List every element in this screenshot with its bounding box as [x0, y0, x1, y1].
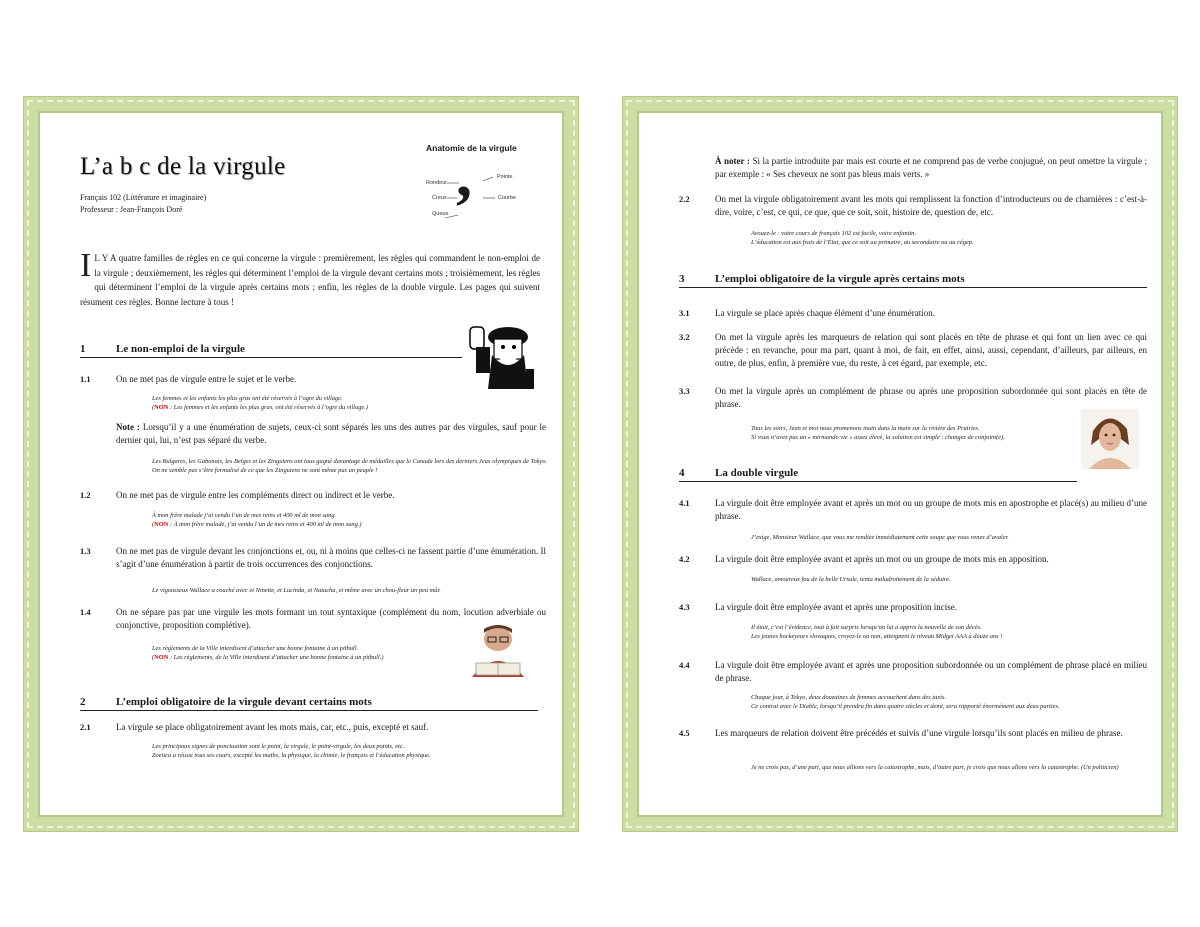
anatomy-label-queue: Queue: [432, 211, 449, 217]
non-badge: NON: [154, 521, 169, 528]
rule-4-3: [679, 601, 1147, 614]
note-1-1: [116, 421, 546, 447]
note-2-1: [715, 155, 1147, 181]
example-line: À mon frère malade j’ai vendu l’un de mes reins et 400 ml de mon sang.: [152, 512, 337, 519]
example-line: Si vous n’avez pas un « mirmando vie » assez élevé, la solution est simple : changez de conjoint(e).: [751, 434, 1005, 441]
page-right-content: [669, 111, 1147, 817]
rule-2-2: [679, 193, 1147, 219]
example-1-4: [152, 644, 448, 662]
rule-3-1: [679, 307, 1147, 320]
rule-number: 2.1: [80, 722, 91, 732]
example-line: Ce contrat avec le Diable, lorsqu’il prendra fin dans quatre siècles et demi, sera rapporté énormément aux deux parties.: [751, 703, 1060, 710]
section-number: 1: [80, 343, 86, 355]
reading-man-photo: [458, 623, 540, 679]
rule-text: La virgule se place obligatoirement avant les mots mais, car, etc., puis, excepté et sauf.: [116, 722, 429, 732]
example-4-1: J’exige, Monsieur Wallace, que vous me rendiez immédiatement cette soupe que vous venez d’avaler.: [751, 534, 1009, 541]
rule-number: 1.4: [80, 607, 91, 617]
example-1-1: [152, 394, 512, 412]
rule-text: On ne met pas de virgule devant les conjonctions et, ou, ni à moins que celles-ci ne fassent partie d’une énumération. Il s’agit d’une énumération à partir de trois occurrences des conjonctions.: [116, 546, 546, 569]
example-line: Il était, c’est l’évidence, tout à fait surpris lorsqu’on lui a appris la nouvelle de son décès.: [751, 624, 982, 631]
document-title: L’a b c de la virgule: [80, 153, 286, 180]
rule-number: 1.2: [80, 490, 91, 500]
example-line-wrong: (NON : Les femmes et les enfants les plus gras, ont été réservés à l’ogre du village.): [152, 404, 368, 411]
note-label: À noter :: [715, 156, 750, 166]
anatomy-label-creux: Creux: [432, 195, 447, 201]
example-line-wrong: (NON : Les règlements, de la Ville interdisent d’attacher une bonne fontaine à un pitbull.): [152, 654, 384, 661]
rule-1-1: [80, 373, 516, 386]
page-left-content: [70, 111, 548, 817]
intro-paragraph: [80, 247, 540, 309]
rule-number: 4.1: [679, 498, 690, 508]
section-number: 3: [679, 273, 685, 285]
example-wrong-text: : À mon frère malade, j’ai vendu l’un de mes reins et 400 ml de mon sang.): [168, 521, 362, 528]
course-line: Français 102 (Littérature et imaginaire): [80, 193, 207, 202]
section-number: 4: [679, 467, 685, 479]
rule-number: 3.3: [679, 386, 690, 396]
rule-text: Les marqueurs de relation doivent être précédés et suivis d’une virgule lorsqu’ils sont placés en milieu de phrase.: [715, 728, 1123, 738]
example-2-2: [751, 229, 1147, 247]
example-wrong-text: : Les règlements, de la Ville interdisent d’attacher une bonne fontaine à un pitbull.): [168, 654, 384, 661]
anatomy-label-pointe: Pointe: [497, 174, 513, 180]
example-3-3: [751, 424, 1071, 442]
rule-text: La virgule doit être employée avant et après une proposition incise.: [715, 602, 958, 612]
section-title: Le non-emploi de la virgule: [116, 343, 245, 355]
example-line-wrong: (NON : À mon frère malade, j’ai vendu l’un de mes reins et 400 ml de mon sang.): [152, 521, 362, 528]
example-4-3: [751, 623, 1147, 641]
rule-number: 3.2: [679, 332, 690, 342]
anatomy-title: Anatomie de la virgule: [426, 143, 517, 153]
rule-text: La virgule doit être employée avant et après un mot ou un groupe de mots mis en apposition.: [715, 554, 1049, 564]
example-line: Tous les soirs, Jean et moi nous promenons main dans la main sur la rivière des Prairies.: [751, 425, 980, 432]
rule-number: 1.3: [80, 546, 91, 556]
example-line: Chaque jour, à Tokyo, deux douzaines de femmes accouchent dans des taxis.: [751, 694, 946, 701]
rule-text: La virgule se place après chaque élément d’une énumération.: [715, 308, 935, 318]
section-2-heading: [80, 696, 538, 711]
rule-text: On ne met pas de virgule entre le sujet et le verbe.: [116, 374, 297, 384]
example-4-5: Je ne crois pas, d’une part, que nous allions vers la catastrophe, mais, d’autre part, je crois que nous allons vers la catastrophe. (Un politicien): [751, 764, 1119, 771]
rule-4-1: [679, 497, 1147, 523]
intro-text: L Y A quatre familles de règles en ce qui concerne la virgule : premièrement, les règles qui commandent le non-emploi de la virgule ; deuxièmement, les règles qui déterminent l’emploi de la virgule devant certains mots ; troisièmement, les règles qui déterminent l’emploi de la virgule après certains mots ; enfin, les règles de la double virgule. Les pages qui suivent résument ces règles. Bonne lecture à tous !: [80, 253, 540, 307]
example-1-3: Le vigousseux Wallace a couché avec et Ninette, et Lucinda, et Natacha, et même avec un chou-fleur un peu mûr.: [152, 587, 441, 594]
section-title: La double virgule: [715, 467, 799, 479]
rule-number: 1.1: [80, 374, 91, 384]
example-line: Les principaux signes de ponctuation sont le point, la virgule, le point-virgule, les deux points, etc.: [152, 743, 405, 750]
example-line: Avouez-le : votre cours de français 102 est facile, voire enfantin.: [751, 230, 916, 237]
section-1-heading: [80, 343, 462, 358]
example-4-2: Wallace, amoureux fou de la belle Ursule, tenta maladroitement de la séduire.: [751, 576, 951, 583]
note-label: Note :: [116, 422, 140, 432]
professor-line: Professeur : Jean-François Doré: [80, 205, 183, 214]
note-example: Les Bulgares, les Gabonais, les Belges et les Zinguiens ont tous gagné davantage de médailles que le Canada lors des derniers Jeux olympiques de Tokyo. On ne semble pas s’être formalisé de ce que les Zinguiens ne sont même pas un peuple !: [152, 458, 548, 474]
rule-text: On met la virgule après un complément de phrase ou après une proposition subordonnée qui sont placés en tête de phrase.: [715, 386, 1147, 409]
rule-number: 4.4: [679, 660, 690, 670]
section-3-heading: [679, 273, 1147, 288]
rule-text: La virgule doit être employée avant et après un mot ou un groupe de mots mis en apostrophe et placé(s) au milieu d’une phrase.: [715, 498, 1147, 521]
rule-text: On ne sépare pas par une virgule les mots formant un tout syntaxique (complément du nom, locution adverbiale ou conjonctive, proposition complétive).: [116, 607, 546, 630]
example-2-1: [152, 742, 548, 760]
example-line: L’éducation est aux frais de l’État, que ce soit au primaire, au secondaire ou au cégep.: [751, 239, 974, 246]
rule-3-2: [679, 331, 1147, 370]
example-4-4: [751, 693, 1147, 711]
section-number: 2: [80, 696, 86, 708]
rule-text: La virgule doit être employée avant et après une proposition subordonnée ou un complément de phrase placé en milieu de phrase.: [715, 660, 1147, 683]
rule-number: 4.2: [679, 554, 690, 564]
rule-4-4: [679, 659, 1147, 685]
rule-4-5: [679, 727, 1147, 740]
woman-photo: [1081, 409, 1139, 469]
rule-text: On met la virgule obligatoirement avant les mots qui remplissent la fonction d’introducteurs ou de charnières : c’est-à-dire, voire, c’est, ce qui, ce que, que ce soit, soit, histoire de, question de, etc.: [715, 194, 1147, 217]
example-line: Zoetica a réussi tous ses cours, excepté les maths, la physique, la chimie, le français et l’éducation physique.: [152, 752, 431, 759]
rule-number: 3.1: [679, 308, 690, 318]
example-1-2: [152, 511, 542, 529]
rule-number: 4.5: [679, 728, 690, 738]
note-text: Lorsqu’il y a une énumération de sujets, ceux-ci sont séparés les uns des autres par des virgules, sauf pour le dernier qui, lui, n’est pas séparé du verbe.: [116, 422, 546, 445]
comma-figure-icon: ,: [456, 139, 472, 210]
section-title: L’emploi obligatoire de la virgule après certains mots: [715, 273, 965, 285]
non-badge: NON: [154, 404, 169, 411]
drop-cap: I: [80, 247, 92, 284]
rule-number: 4.3: [679, 602, 690, 612]
example-line: Les jeunes hockeyeurs slovaques, croyez-le ou non, atteignent le niveau Midget AAA à douze ans !: [751, 633, 1003, 640]
rule-text: On met la virgule après les marqueurs de relation qui sont placés en tête de phrase et qui font un lien avec ce qui précède : en revanche, pour ma part, quant à moi, de fait, en effet, ainsi, aussi, cependant, d’ailleurs, par ailleurs, en outre, de plus, enfin, à première vue, du reste, à cet égard, par exemple, etc.: [715, 332, 1147, 368]
anatomy-label-rondeur: Rondeur: [426, 180, 448, 186]
non-badge: NON: [154, 654, 169, 661]
rule-1-3: [80, 545, 546, 571]
example-line: Les règlements de la Ville interdisent d’attacher une bonne fontaine à un pitbull.: [152, 645, 359, 652]
anatomy-label-courbe: Courbe: [498, 195, 517, 201]
rule-2-1: [80, 721, 546, 734]
note-text: Si la partie introduite par mais est courte et ne comprend pas de verbe conjugué, on peut omettre la virgule ; par exemple : « Ses cheveux ne sont pas bleus mais verts. »: [715, 156, 1147, 179]
rule-3-3: [679, 385, 1147, 411]
section-title: L’emploi obligatoire de la virgule devant certains mots: [116, 696, 372, 708]
example-line: Les femmes et les enfants les plus gras ont été réservés à l’ogre du village.: [152, 395, 343, 402]
rule-4-2: [679, 553, 1147, 566]
page-right: [623, 97, 1177, 831]
rule-1-2: [80, 489, 546, 502]
example-wrong-text: : Les femmes et les enfants les plus gras, ont été réservés à l’ogre du village.): [168, 404, 368, 411]
rule-number: 2.2: [679, 194, 690, 204]
page-left: [24, 97, 578, 831]
rule-text: On ne met pas de virgule entre les compléments direct ou indirect et le verbe.: [116, 490, 395, 500]
section-4-heading: [679, 467, 1077, 482]
